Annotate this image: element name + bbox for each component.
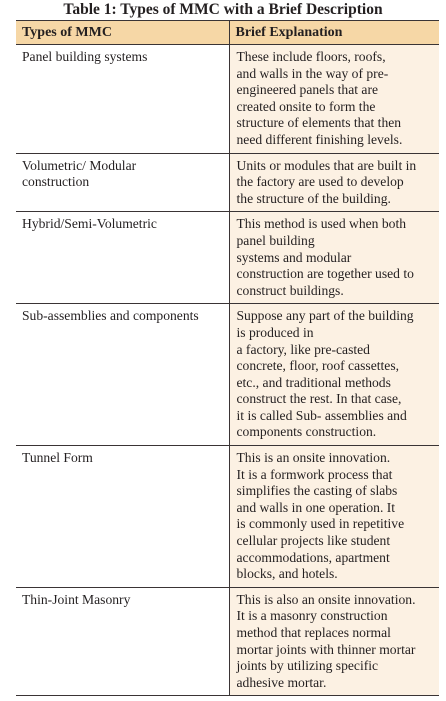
explanation-line: cellular projects like student — [236, 533, 391, 549]
explanation-line: This is also an onsite innovation. — [236, 591, 416, 607]
explanation-line: engineered panels that are — [236, 82, 379, 98]
explanation-line: etc., and traditional methods — [236, 374, 391, 390]
cell-brief-explanation — [229, 153, 439, 212]
explanation-line: Suppose any part of the building — [236, 308, 414, 324]
mmc-type-line: Volumetric/ Modular — [22, 157, 137, 173]
explanation-line: mortar joints with thinner mortar — [236, 641, 416, 657]
table-header-row — [16, 21, 439, 45]
explanation-line: joints by utilizing specific — [236, 658, 379, 674]
mmc-type-line: Panel building systems — [22, 49, 148, 64]
explanation-line: it is called Sub- assemblies and — [236, 407, 407, 423]
cell-mmc-type — [16, 212, 229, 304]
explanation-line: created onsite to form the — [236, 98, 376, 114]
explanation-line: accommodations, apartment — [236, 549, 390, 565]
explanation-line: Units or modules that are built in — [236, 157, 417, 173]
explanation-line: It is a masonry construction — [236, 608, 388, 624]
explanation-line: This method is used when both — [236, 216, 407, 232]
explanation-line: blocks, and hotels. — [236, 566, 338, 582]
cell-brief-explanation — [229, 446, 439, 588]
mmc-types-table — [16, 20, 439, 696]
explanation-line: panel building — [236, 232, 315, 248]
explanation-line: construct buildings. — [236, 282, 344, 298]
table-body — [16, 45, 439, 696]
explanation-line: method that replaces normal — [236, 625, 391, 640]
table-row — [16, 153, 439, 212]
cell-brief-explanation — [229, 45, 439, 154]
explanation-line: systems and modular — [236, 249, 352, 265]
mmc-type-line: Hybrid/Semi-Volumetric — [22, 216, 157, 232]
explanation-line: simplifies the casting of slabs — [236, 483, 398, 499]
header-brief-explanation: Brief Explanation — [229, 21, 439, 45]
explanation-line: is produced in — [236, 324, 314, 340]
cell-mmc-type — [16, 45, 229, 154]
cell-brief-explanation — [229, 212, 439, 304]
explanation-line: and walls in the way of pre- — [236, 65, 389, 81]
table-row — [16, 45, 439, 154]
explanation-line: the factory are used to develop — [236, 174, 404, 190]
explanation-line: concrete, floor, roof cassettes, — [236, 358, 400, 374]
explanation-line: construction are together used to — [236, 266, 414, 282]
cell-mmc-type — [16, 587, 229, 696]
explanation-line: structure of elements that then — [236, 115, 402, 131]
mmc-type-line: Sub-assemblies and components — [22, 308, 199, 324]
cell-mmc-type — [16, 446, 229, 588]
explanation-line: construct the rest. In that case, — [236, 391, 402, 407]
explanation-line: need different finishing levels. — [236, 131, 403, 147]
cell-brief-explanation — [229, 304, 439, 446]
cell-mmc-type — [16, 304, 229, 446]
explanation-line: a factory, like pre-casted — [236, 341, 370, 357]
explanation-line: components construction. — [236, 424, 377, 440]
table-row — [16, 304, 439, 446]
explanation-line: the structure of the building. — [236, 190, 391, 206]
cell-mmc-type — [16, 153, 229, 212]
explanation-line: is commonly used in repetitive — [236, 516, 405, 532]
explanation-line: It is a formwork process that — [236, 466, 393, 482]
table-row — [16, 587, 439, 696]
table-caption: Table 1: Types of MMC with a Brief Description — [63, 1, 383, 18]
mmc-type-line: Thin-Joint Masonry — [22, 591, 131, 607]
explanation-line: adhesive mortar. — [236, 674, 327, 690]
cell-brief-explanation — [229, 587, 439, 696]
header-types-of-mmc: Types of MMC — [16, 21, 229, 45]
explanation-line: and walls in one operation. It — [236, 499, 396, 515]
mmc-type-line: Tunnel Form — [22, 450, 93, 466]
table-row — [16, 446, 439, 588]
table-row — [16, 212, 439, 304]
explanation-line: This is an onsite innovation. — [236, 450, 391, 466]
explanation-line: These include floors, roofs, — [236, 49, 386, 64]
mmc-type-line: construction — [22, 174, 90, 190]
